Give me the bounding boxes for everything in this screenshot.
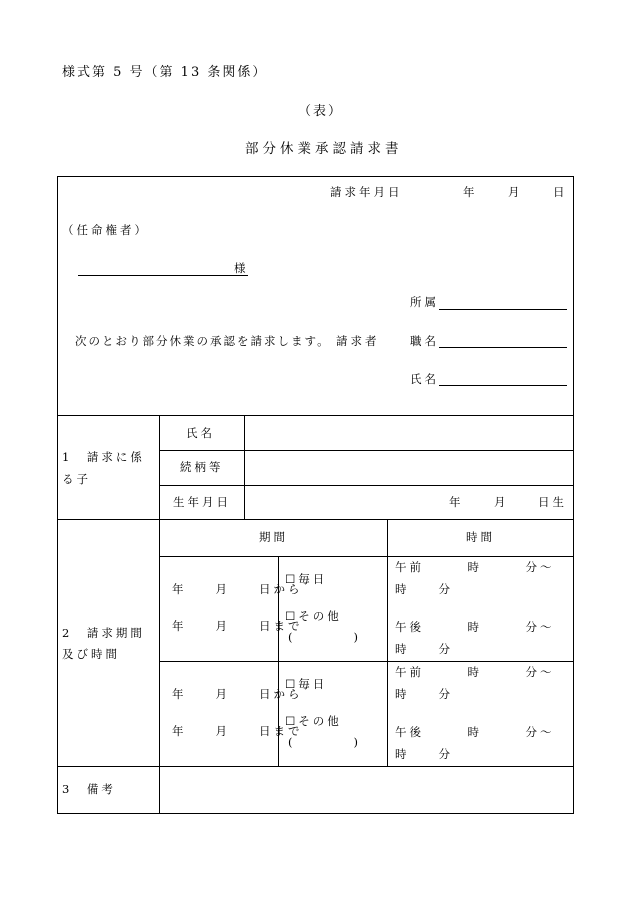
- other-detail-field[interactable]: ( ): [288, 735, 361, 749]
- birth-day: 日生: [538, 495, 567, 509]
- section1-label: 1 請求に係: [62, 450, 145, 464]
- request-day: 日: [553, 185, 568, 199]
- form-side: （表）: [298, 104, 344, 119]
- affiliation-field[interactable]: [439, 309, 567, 310]
- time-header: 時間: [466, 530, 495, 544]
- daily-checkbox[interactable]: ☐毎日: [285, 572, 328, 586]
- honorific: 様: [234, 261, 249, 275]
- position-label: 職名: [410, 334, 439, 348]
- other-checkbox[interactable]: ☐その他: [285, 609, 342, 623]
- period-from: 年 月 日から: [172, 582, 303, 596]
- affiliation-label: 所属: [410, 295, 439, 309]
- child-name-label: 氏名: [186, 426, 215, 440]
- section2-label: 2 請求期間: [62, 626, 145, 640]
- relation-label: 続柄等: [180, 460, 224, 474]
- daily-checkbox[interactable]: ☐毎日: [285, 677, 328, 691]
- request-date-label: 請求年月日: [330, 185, 403, 199]
- am-end-time: 時 分: [395, 687, 453, 701]
- other-detail-field[interactable]: ( ): [288, 630, 361, 644]
- pm-end-time: 時 分: [395, 642, 453, 656]
- remarks-field[interactable]: [160, 767, 573, 813]
- period-to: 年 月 日まで: [172, 619, 303, 633]
- birth-date-label: 生年月日: [173, 495, 231, 509]
- position-field[interactable]: [439, 347, 567, 348]
- section1-label-cont: る子: [62, 472, 91, 486]
- birth-month: 月: [494, 495, 509, 509]
- request-statement: 次のとおり部分休業の承認を請求します。: [75, 334, 331, 348]
- addressee-field[interactable]: [78, 275, 248, 276]
- request-month: 月: [508, 185, 523, 199]
- section2-label-cont: 及び時間: [62, 647, 120, 661]
- form-title: 部分休業承認請求書: [245, 141, 403, 157]
- child-name-field[interactable]: [245, 416, 573, 450]
- request-year: 年: [463, 185, 478, 199]
- am-time: 午前 時 分～: [395, 560, 555, 574]
- other-checkbox[interactable]: ☐その他: [285, 714, 342, 728]
- period-to: 年 月 日まで: [172, 724, 303, 738]
- requester-label: 請求者: [336, 334, 380, 348]
- period-header: 期間: [259, 530, 288, 544]
- birth-year: 年: [449, 495, 464, 509]
- pm-end-time: 時 分: [395, 747, 453, 761]
- pm-time: 午後 時 分～: [395, 725, 555, 739]
- pm-time: 午後 時 分～: [395, 620, 555, 634]
- am-end-time: 時 分: [395, 582, 453, 596]
- remarks-label: 3 備考: [62, 782, 116, 796]
- form-number: 様式第 5 号（第 13 条関係）: [62, 65, 268, 80]
- appointing-authority-label: （任命権者）: [62, 223, 149, 237]
- period-from: 年 月 日から: [172, 687, 303, 701]
- name-field[interactable]: [439, 385, 567, 386]
- am-time: 午前 時 分～: [395, 665, 555, 679]
- name-label: 氏名: [410, 372, 439, 386]
- relation-field[interactable]: [245, 451, 573, 485]
